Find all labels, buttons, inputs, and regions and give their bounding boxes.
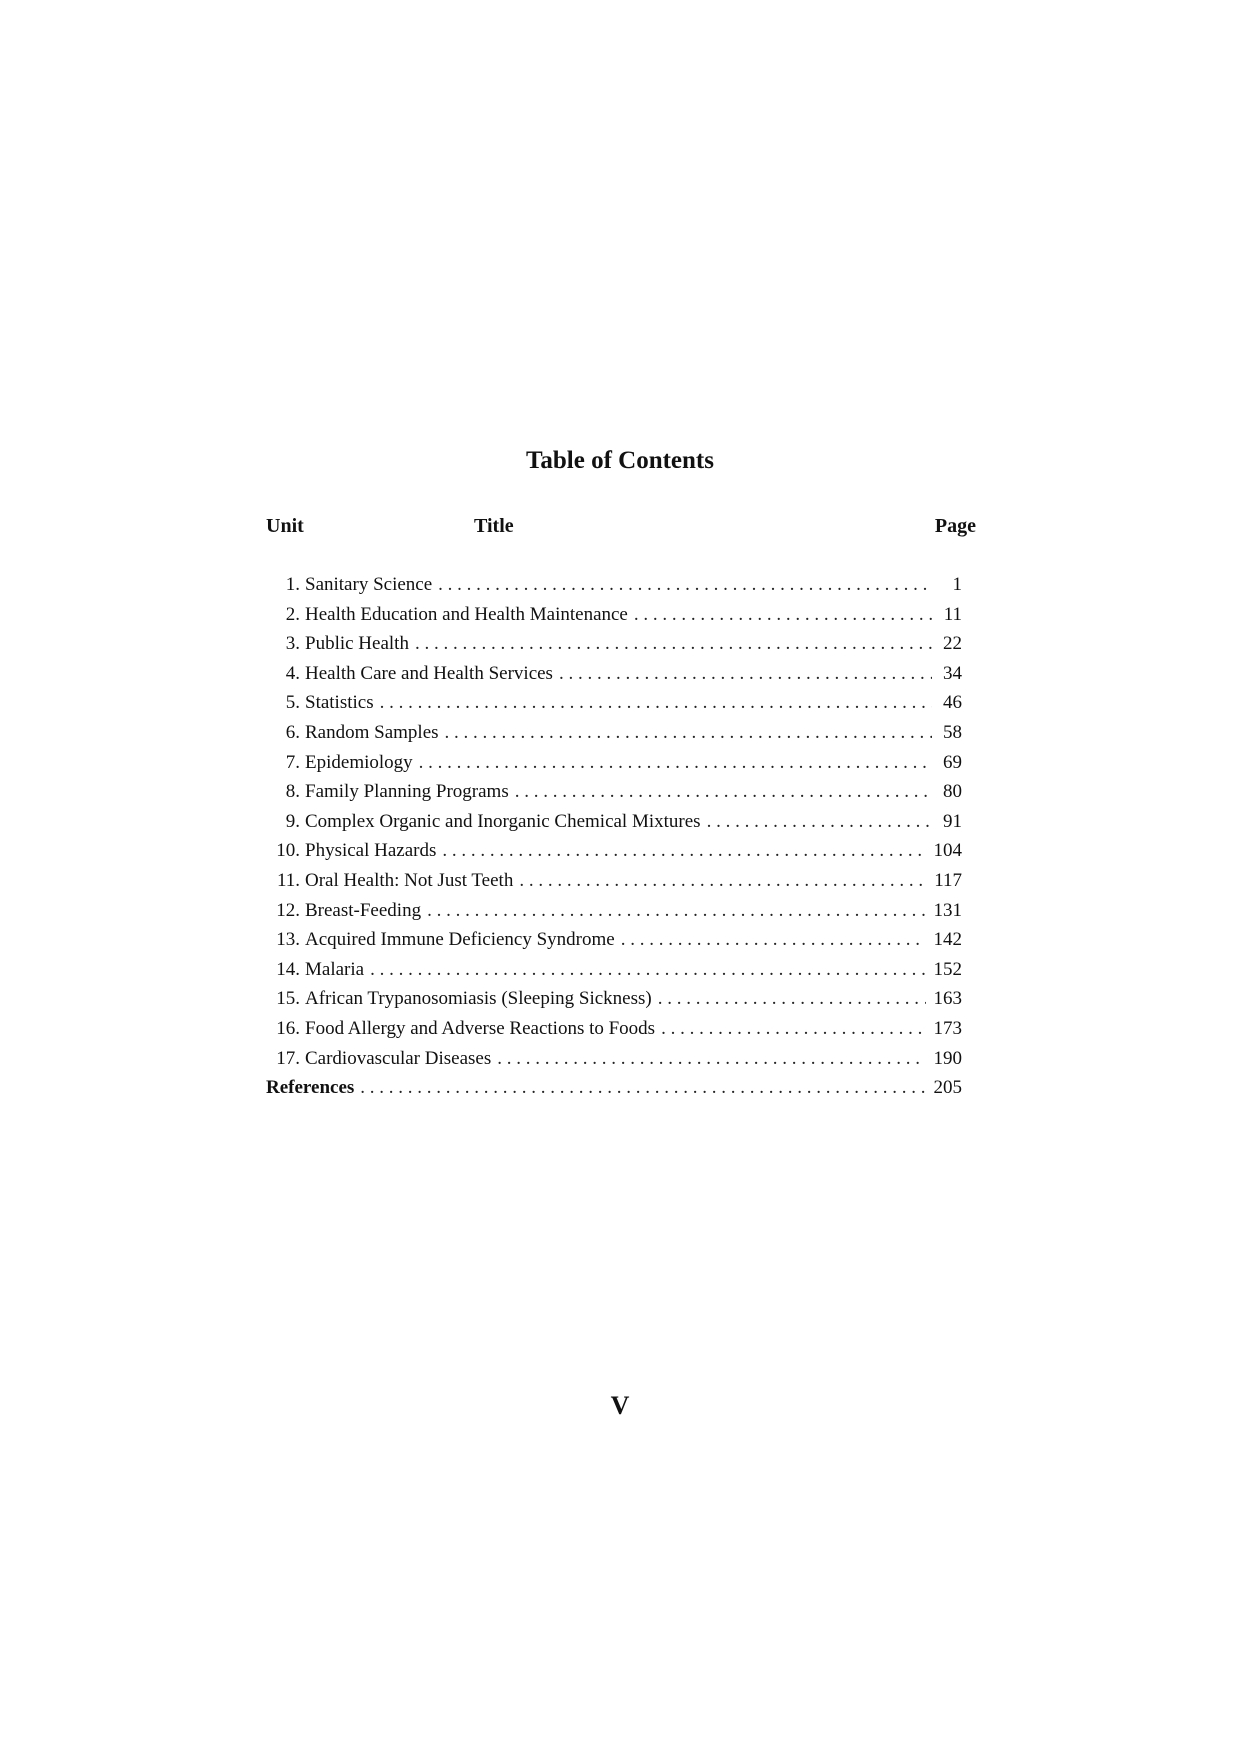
dot-leader	[515, 777, 932, 807]
toc-entry-page: 173	[933, 1017, 962, 1039]
toc-entry-number: 6.	[285, 721, 300, 743]
toc-entry-page: 1	[952, 574, 962, 595]
toc-entry-number: 3.	[285, 633, 300, 655]
dot-leader	[634, 600, 932, 630]
toc-entry-page: 22	[943, 633, 962, 655]
dot-leader	[661, 1014, 925, 1044]
toc-entry-number: 11.	[276, 869, 300, 891]
toc-entry-title: Family Planning Programs	[305, 781, 509, 803]
toc-entry-number: 1.	[285, 574, 300, 595]
toc-entry-page: 91	[943, 810, 962, 832]
dot-leader	[497, 1044, 925, 1074]
toc-entry[interactable]	[266, 896, 962, 926]
toc-entry-title: Food Allergy and Adverse Reactions to Foods	[305, 1017, 656, 1039]
toc-entry-title: Health Care and Health Services	[305, 662, 553, 684]
dot-leader	[360, 1073, 925, 1103]
toc-entry-title: Malaria	[305, 958, 365, 980]
toc-entry-title: Health Education and Health Maintenance	[305, 603, 628, 625]
dot-leader	[442, 836, 925, 866]
dot-leader	[427, 896, 925, 926]
toc-entry[interactable]	[266, 600, 962, 630]
toc-entry-title: Acquired Immune Deficiency Syndrome	[305, 929, 615, 951]
toc-entry-number: 15.	[276, 988, 300, 1010]
toc-entry-number: 16.	[276, 1017, 300, 1039]
toc-entry[interactable]	[266, 718, 962, 748]
toc-entry[interactable]	[266, 866, 962, 896]
toc-entry-page: 117	[934, 869, 962, 891]
toc-entry-page: 163	[933, 988, 962, 1010]
toc-entry-number: 14.	[276, 958, 300, 980]
toc-entry-number: 2.	[285, 603, 300, 625]
toc-list	[266, 570, 962, 1103]
toc-entry-page: 131	[933, 899, 962, 921]
unit-column-header: Unit	[266, 515, 304, 537]
toc-entry[interactable]	[266, 836, 962, 866]
toc-entry-page: 69	[943, 751, 962, 773]
toc-entry[interactable]	[266, 1044, 962, 1074]
toc-entry-title: Oral Health: Not Just Teeth	[305, 869, 514, 891]
toc-entry-page: 46	[943, 692, 962, 714]
toc-entry-number: 7.	[285, 751, 300, 773]
toc-entry-title: Complex Organic and Inorganic Chemical Mixtures	[305, 810, 701, 832]
dot-leader	[621, 925, 926, 955]
toc-entry-page: 104	[933, 840, 962, 862]
toc-entry-page: 11	[943, 603, 962, 625]
toc-entry-number: 12.	[276, 899, 300, 921]
dot-leader	[658, 984, 926, 1014]
toc-entry[interactable]	[266, 570, 962, 600]
toc-entry-number: 9.	[285, 810, 300, 832]
dot-leader	[445, 718, 932, 748]
toc-entry-page: 152	[933, 958, 962, 980]
toc-entry[interactable]	[266, 955, 962, 985]
toc-entry[interactable]	[266, 688, 962, 718]
toc-entry-number: 17.	[276, 1047, 300, 1069]
toc-entry-references[interactable]	[266, 1073, 962, 1103]
page-number: V	[610, 1391, 630, 1420]
toc-entry-page: 34	[943, 662, 962, 684]
toc-entry-number: 5.	[285, 692, 300, 714]
dot-leader	[707, 807, 932, 837]
toc-entry-page: 190	[933, 1047, 962, 1069]
column-headers	[266, 511, 976, 541]
toc-entry-title: Sanitary Science	[305, 574, 433, 595]
dot-leader	[419, 748, 932, 778]
dot-leader	[370, 955, 925, 985]
toc-entry-number: 4.	[285, 662, 300, 684]
dot-leader	[415, 629, 932, 659]
toc-entry[interactable]	[266, 659, 962, 689]
toc-entry-page: 142	[933, 929, 962, 951]
toc-entry[interactable]	[266, 807, 962, 837]
toc-entry-title: Statistics	[305, 692, 374, 714]
toc-entry-title: Epidemiology	[305, 751, 413, 773]
dot-leader	[380, 688, 932, 718]
toc-entry-title: African Trypanosomiasis (Sleeping Sickness)	[305, 988, 652, 1010]
toc-entry-number: 10.	[276, 840, 300, 862]
toc-entry[interactable]	[266, 1014, 962, 1044]
dot-leader	[519, 866, 926, 896]
toc-entry-title: Breast-Feeding	[305, 899, 422, 921]
toc-entry-title: Public Health	[305, 633, 409, 655]
page-title: Table of Contents	[526, 447, 714, 474]
toc-entry[interactable]	[266, 748, 962, 778]
toc-entry-page: 58	[943, 721, 962, 743]
dot-leader	[438, 570, 932, 600]
toc-entry[interactable]	[266, 629, 962, 659]
toc-entry-number: 13.	[276, 929, 300, 951]
toc-entry-title: Cardiovascular Diseases	[305, 1047, 492, 1069]
toc-entry-number: 8.	[285, 781, 300, 803]
dot-leader	[559, 659, 932, 689]
page-column-header: Page	[934, 515, 976, 537]
title-column-header: Title	[474, 515, 514, 537]
toc-entry[interactable]	[266, 777, 962, 807]
toc-entry[interactable]	[266, 984, 962, 1014]
toc-entry[interactable]	[266, 925, 962, 955]
toc-entry-title: Physical Hazards	[305, 840, 437, 862]
references-page: 205	[933, 1077, 962, 1099]
toc-entry-page: 80	[943, 781, 962, 803]
toc-entry-title: Random Samples	[305, 721, 439, 743]
references-title: References	[266, 1077, 355, 1099]
